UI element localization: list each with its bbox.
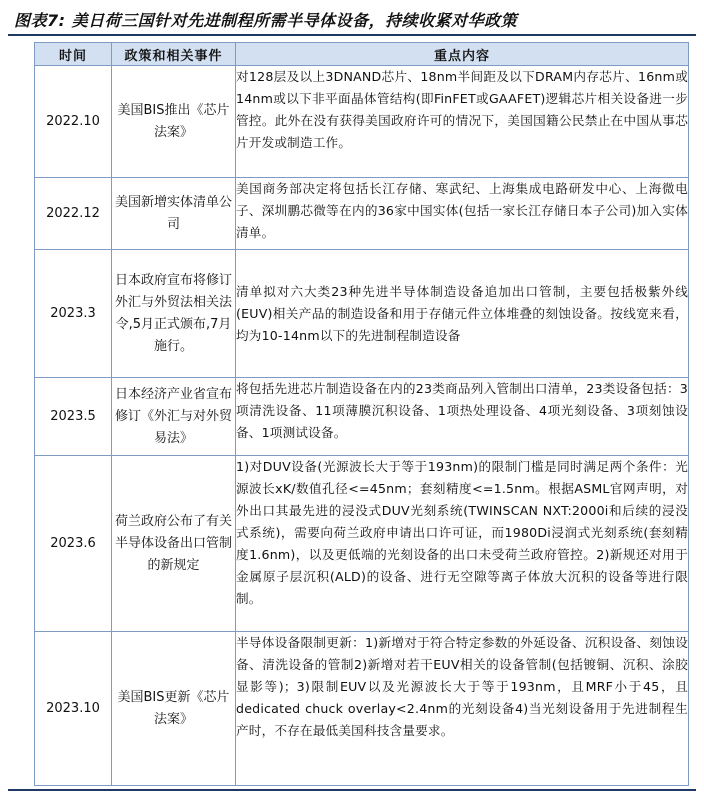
table-row <box>35 456 689 632</box>
cell-event: 美国BIS更新《芯片法案》 <box>112 632 236 786</box>
table-row <box>35 378 689 456</box>
cell-event: 美国新增实体清单公司 <box>112 178 236 250</box>
cell-time: 2023.3 <box>35 250 112 378</box>
header-time: 时间 <box>35 43 112 66</box>
cell-content: 1)对DUV设备(光源波长大于等于193nm)的限制门槛是同时满足两个条件：光源波长xK/数值孔径<=45nm；套刻精度<=1.5nm。根据ASML官网声明，对外出口其最先进的浸没式DUV光刻系统(TWINSCAN NXT:2000i和后续的浸没式系统)，需要向荷兰政府申请出口许可证，而1980Di浸润式光刻系统(套刻精度1.6nm)，以及更低端的光刻设备的出口未受荷兰政府管控。2)新规还对用于金属原子层沉积(ALD)的设备、进行无空隙等离子体放大沉积的设备等进行限制。 <box>236 456 689 632</box>
cell-time: 2022.10 <box>35 66 112 178</box>
table-row <box>35 66 689 178</box>
cell-time: 2023.6 <box>35 456 112 632</box>
cell-content: 对128层及以上3DNAND芯片、18nm半间距及以下DRAM内存芯片、16nm或14nm或以下非平面晶体管结构(即FinFET或GAAFET)逻辑芯片相关设备进一步管控。此外在没有获得美国政府许可的情况下，美国国籍公民禁止在中国从事芯片开发或制造工作。 <box>236 66 689 178</box>
policy-table <box>34 42 689 786</box>
cell-event: 荷兰政府公布了有关半导体设备出口管制的新规定 <box>112 456 236 632</box>
cell-content: 将包括先进芯片制造设备在内的23类商品列入管制出口清单，23类设备包括：3项清洗设备、11项薄膜沉积设备、1项热处理设备、4项光刻设备、3项刻蚀设备、1项测试设备。 <box>236 378 689 456</box>
table-header-row <box>35 43 689 66</box>
bottom-divider <box>8 789 696 791</box>
cell-time: 2023.5 <box>35 378 112 456</box>
cell-content: 半导体设备限制更新：1)新增对于符合特定参数的外延设备、沉积设备、刻蚀设备、清洗设备的管制2)新增对若干EUV相关的设备管制(包括镀铜、沉积、涂胶显影等)；3)限制EUV以及光源波长大于等于193nm，且MRF小于45，且dedicated chuck overlay<2.4nm的光刻设备4)当光刻设备用于先进制程生产时，不存在最低美国科技含量要求。 <box>236 632 689 786</box>
cell-content: 美国商务部决定将包括长江存储、寒武纪、上海集成电路研发中心、上海微电子、深圳鹏芯微等在内的36家中国实体(包括一家长江存储日本子公司)加入实体清单。 <box>236 178 689 250</box>
cell-time: 2022.12 <box>35 178 112 250</box>
header-content: 重点内容 <box>236 43 689 66</box>
cell-time: 2023.10 <box>35 632 112 786</box>
title-divider <box>8 34 696 36</box>
table-row <box>35 632 689 786</box>
cell-event: 日本政府宣布将修订外汇与外贸法相关法令,5月正式颁布,7月施行。 <box>112 250 236 378</box>
table-row <box>35 178 689 250</box>
cell-event: 日本经济产业省宣布修订《外汇与对外贸易法》 <box>112 378 236 456</box>
cell-event: 美国BIS推出《芯片法案》 <box>112 66 236 178</box>
header-event: 政策和相关事件 <box>112 43 236 66</box>
figure-title: 图表7: 美日荷三国针对先进制程所需半导体设备，持续收紧对华政策 <box>14 11 518 30</box>
table-row <box>35 250 689 378</box>
cell-content: 清单拟对六大类23种先进半导体制造设备追加出口管制，主要包括极紫外线(EUV)相关产品的制造设备和用于存储元件立体堆叠的刻蚀设备。按线宽来看，均为10-14nm以下的先进制程制造设备 <box>236 250 689 378</box>
